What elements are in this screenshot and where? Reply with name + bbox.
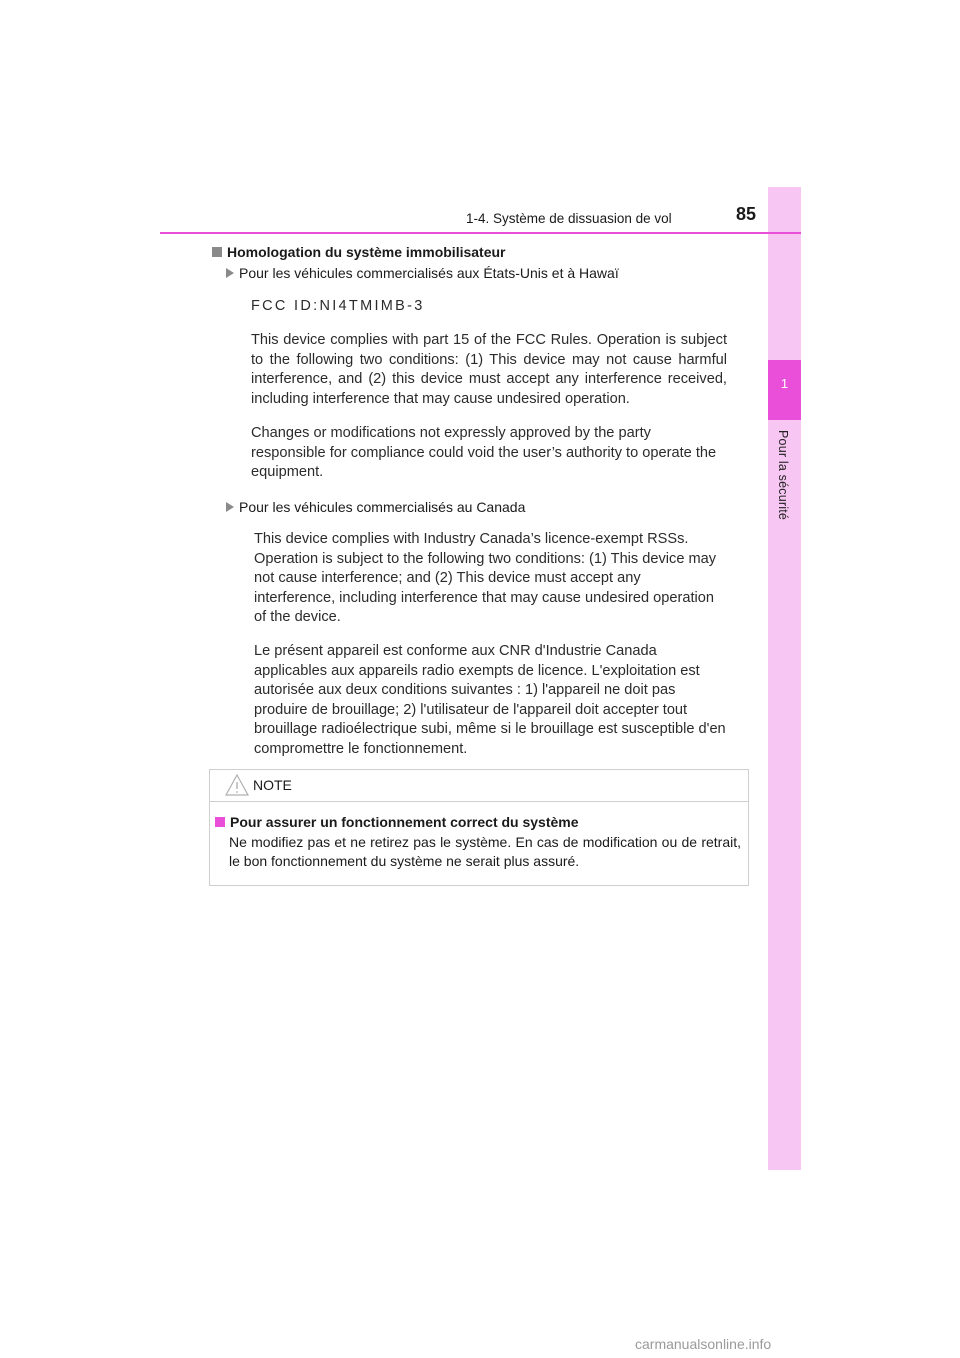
section-heading <box>212 244 506 260</box>
square-bullet-icon <box>212 247 222 257</box>
note-header <box>210 770 748 802</box>
square-bullet-icon <box>215 817 225 827</box>
canada-label-paragraph-1-text: This device complies with Industry Canada’s licence-exempt RSSs. Operation is subject to the following two conditions: (1) This device may not cause interference; and (2) This device must accept any interference, including interference that may cause undesired operation of the device. <box>254 531 717 625</box>
canada-label-paragraph-2 <box>254 642 726 759</box>
page-number: 85 <box>736 204 757 224</box>
warning-icon <box>224 773 250 802</box>
section-heading-text: Homologation du système immobilisateur <box>227 244 506 260</box>
usa-label-paragraph-2 <box>251 424 721 483</box>
side-tab-strip <box>768 187 801 1170</box>
note-title <box>215 814 579 830</box>
usa-bullet <box>226 265 619 281</box>
triangle-bullet-icon <box>226 502 234 512</box>
note-label: NOTE <box>253 777 292 793</box>
fcc-id: FCC ID:NI4TMIMB-3 <box>251 298 425 314</box>
usa-label-paragraph-1 <box>251 331 727 409</box>
canada-bullet <box>226 499 525 515</box>
usa-label-paragraph-2-text: Changes or modifications not expressly approved by the party responsible for compliance could void the user’s authority to operate the equipment. <box>251 425 717 480</box>
chapter-label: Pour la sécurité <box>776 430 790 521</box>
triangle-bullet-icon <box>226 268 234 278</box>
section-title: 1-4. Système de dissuasion de vol <box>466 211 672 226</box>
canada-bullet-text: Pour les véhicules commercialisés au Canada <box>239 499 526 515</box>
header-rule <box>160 232 801 234</box>
note-body: Ne modifiez pas et ne retirez pas le système. En cas de modification ou de retrait, le bon fonctionnement du système ne serait plus assuré. <box>229 834 741 869</box>
note-box <box>209 769 749 886</box>
chapter-number: 1 <box>780 376 789 391</box>
watermark: carmanualsonline.info <box>635 1336 772 1352</box>
canada-label-paragraph-2-text: Le présent appareil est conforme aux CNR d'Industrie Canada applicables aux appareils radio exempts de licence. L'exploitation est autorisée aux deux conditions suivantes : 1) l'appareil ne doit pas produire de brouillage; 2) l'utilisateur de l'appareil doit accepter tout brouillage radioélectrique subi, même si le brouillage est susceptible d'en compromettre le fonctionnement. <box>254 643 726 757</box>
usa-bullet-text: Pour les véhicules commercialisés aux États-Unis et à Hawaï <box>239 265 619 281</box>
usa-label-paragraph-1-text: This device complies with part 15 of the FCC Rules. Operation is subject to the following two conditions: (1) This device may not cause harmful interference, and (2) this device must accept any interference received, including interference that may cause undesired operation. <box>251 332 727 407</box>
note-title-text: Pour assurer un fonctionnement correct du système <box>230 814 579 830</box>
canada-label-paragraph-1 <box>254 530 720 628</box>
